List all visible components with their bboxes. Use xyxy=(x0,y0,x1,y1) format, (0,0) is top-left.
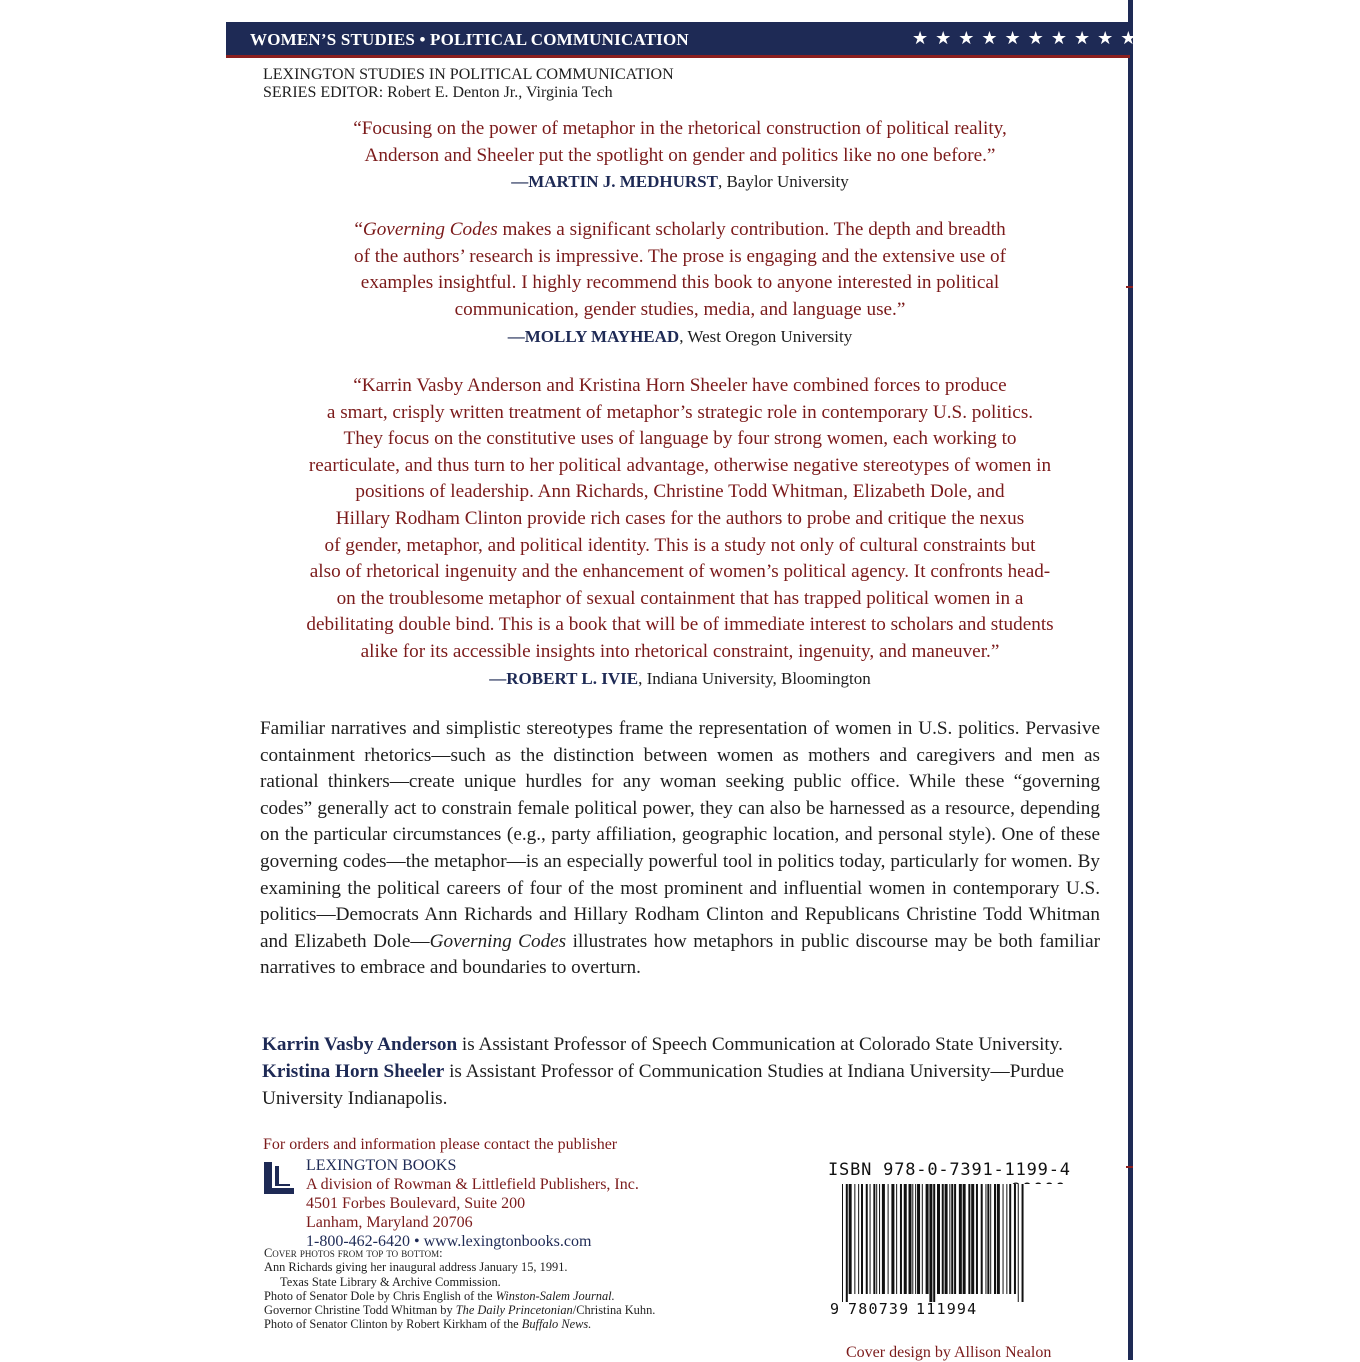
barcode-bar xyxy=(922,1184,923,1294)
credits-heading: Cover photos from top to bottom: xyxy=(264,1246,443,1260)
orders-heading: For orders and information please contact the publisher xyxy=(263,1136,618,1153)
photo-credits xyxy=(264,1246,655,1332)
barcode-bar xyxy=(891,1184,894,1294)
publisher-info xyxy=(306,1156,639,1251)
author-bio xyxy=(262,1058,1102,1112)
barcode-bar xyxy=(1003,1184,1004,1294)
top-banner xyxy=(226,22,1236,58)
ean-first-digit: 9 xyxy=(830,1300,840,1318)
barcode-bar xyxy=(861,1184,863,1294)
isbn-label: ISBN 978-0-7391-1199-4 xyxy=(828,1160,1071,1180)
barcode-bar xyxy=(990,1184,991,1294)
endorser-affiliation: , Indiana University, Bloomington xyxy=(638,669,871,688)
credit-text: /Christina Kuhn. xyxy=(572,1303,656,1318)
barcode-bar xyxy=(842,1184,843,1302)
barcode-bar xyxy=(917,1184,920,1294)
barcode-bar xyxy=(942,1184,944,1294)
ean-right-digits: 111994 xyxy=(916,1300,978,1318)
quote-line: “Governing Codes makes a significant scholarly contribution. The depth and breadth xyxy=(354,219,1006,240)
book-title: Governing Codes xyxy=(362,219,498,240)
credit-text: Photo of Senator Clinton by Robert Kirkham of the xyxy=(264,1317,522,1332)
barcode-bar xyxy=(963,1184,966,1294)
quote-line: Hillary Rodham Clinton provide rich cases for the authors to probe and critique the nexus xyxy=(335,507,1025,529)
barcode-bar xyxy=(846,1184,848,1302)
endorser-affiliation: , Baylor University xyxy=(717,172,849,191)
barcode-bar xyxy=(876,1184,877,1294)
quote-line: They focus on the constitutive uses of language by four strong women, each working to xyxy=(343,428,1017,450)
series-name: LEXINGTON STUDIES IN POLITICAL COMMUNICATION xyxy=(263,66,674,83)
barcode-bar xyxy=(873,1184,875,1294)
description-text: illustrates how metaphors in public discourse may be both familiar narratives to embrace and boundaries to overturn. xyxy=(260,930,1100,979)
barcode-bar xyxy=(937,1184,940,1294)
barcode-bar xyxy=(896,1184,897,1294)
quote-line: of the authors’ research is impressive. The prose is engaging and the extensive use of xyxy=(354,245,1006,267)
credit-text: Photo of Senator Dole by Chris English of the xyxy=(264,1288,496,1303)
author-bio-text: is Assistant Professor of Communication Studies at Indiana University—Purdue University Indianapolis. xyxy=(262,1061,1065,1109)
publisher-division: A division of Rowman & Littlefield Publishers, Inc. xyxy=(306,1176,639,1193)
quote-line: “Karrin Vasby Anderson and Kristina Horn Sheeler have combined forces to produce xyxy=(353,375,1007,396)
credit-line: Ann Richards giving her inaugural address January 15, 1991. xyxy=(264,1260,568,1275)
barcode-bar xyxy=(1018,1184,1019,1302)
barcode-bar xyxy=(981,1184,983,1294)
barcode-bar xyxy=(951,1184,953,1294)
cover-design-credit: Cover design by Allison Nealon xyxy=(846,1344,1052,1361)
barcode-bar xyxy=(994,1184,996,1294)
barcode-bar xyxy=(929,1184,932,1302)
description-paragraph xyxy=(260,716,1100,982)
quote-line: communication, gender studies, media, and language use.” xyxy=(454,298,906,320)
barcode-bar xyxy=(909,1184,912,1294)
series-info xyxy=(263,66,674,102)
book-description xyxy=(260,716,1100,982)
quote-line: positions of leadership. Ann Richards, Christine Todd Whitman, Elizabeth Dole, and xyxy=(355,481,1005,503)
spine-mark xyxy=(1126,1166,1133,1168)
publisher-street: 4501 Forbes Boulevard, Suite 200 xyxy=(306,1195,526,1212)
barcode-bar xyxy=(888,1184,889,1294)
barcode-bar xyxy=(949,1184,950,1294)
author-name: Karrin Vasby Anderson xyxy=(262,1034,458,1055)
credit-line xyxy=(264,1317,655,1331)
author-bios xyxy=(262,1031,1102,1112)
barcode-bar xyxy=(912,1184,913,1294)
quote-attribution xyxy=(260,669,1100,689)
quote-attribution xyxy=(260,172,1100,192)
quote-line: also of rhetorical ingenuity and the enhancement of women’s political agency. It confronts head- xyxy=(309,561,1051,583)
barcode-bar xyxy=(849,1184,852,1294)
barcode-bar xyxy=(915,1184,916,1294)
barcode-bar xyxy=(976,1184,978,1294)
barcode-bar xyxy=(1014,1184,1016,1294)
quote-line: a smart, crisply written treatment of metaphor’s strategic role in contemporary U.S. politics. xyxy=(326,401,1034,423)
barcode-bar xyxy=(945,1184,948,1294)
quote-line: rearticulate, and thus turn to her political advantage, otherwise negative stereotypes of women in xyxy=(308,454,1052,476)
barcode-bar xyxy=(933,1184,935,1302)
endorser-name: —MOLLY MAYHEAD xyxy=(507,327,680,346)
credit-line: Texas State Library & Archive Commission. xyxy=(280,1274,501,1289)
book-title: Governing Codes xyxy=(429,930,567,952)
barcode-bar xyxy=(904,1184,907,1294)
credit-text: Governor Christine Todd Whitman by xyxy=(264,1303,456,1318)
series-editor: SERIES EDITOR: Robert E. Denton Jr., Virginia Tech xyxy=(263,84,613,101)
endorser-name: —MARTIN J. MEDHURST xyxy=(511,172,718,191)
lexington-books-logo xyxy=(262,1160,296,1196)
publisher-name: LEXINGTON BOOKS xyxy=(306,1157,457,1174)
quote-line: Anderson and Sheeler put the spotlight on gender and politics like no one before.” xyxy=(364,144,996,166)
barcode-bar xyxy=(968,1184,970,1294)
quote-attribution xyxy=(260,327,1100,347)
barcode-bar xyxy=(858,1184,859,1294)
spine-edge xyxy=(1128,0,1133,1360)
barcode-bar xyxy=(1006,1184,1007,1294)
endorsement-quote xyxy=(260,217,1100,323)
quote-line: alike for its accessible insights into rhetorical constraint, ingenuity, and maneuver.” xyxy=(360,640,1000,662)
spine-mark xyxy=(1126,286,1133,288)
barcode-bar xyxy=(1022,1184,1024,1302)
endorser-affiliation: , West Oregon University xyxy=(679,327,853,346)
barcode-bar xyxy=(954,1184,956,1294)
publication-name: The Daily Princetonian xyxy=(455,1303,573,1318)
author-name: Kristina Horn Sheeler xyxy=(262,1061,445,1082)
barcode-bar xyxy=(900,1184,902,1294)
quote-line: on the troublesome metaphor of sexual containment that has trapped political women in a xyxy=(336,587,1024,609)
description-text: Familiar narratives and simplistic stereotypes frame the representation of women in U.S. politics. Pervasive containment rhetorics—such as the distinction between women as mothers and caregivers and men as rational thinkers—create unique hurdles for any woman seeking public office. While these “governing codes” generally act to constrain female political power, they can also be harnessed as a resource, depending on the particular circumstances (e.g., party affiliation, geographic location, and personal style). One of these governing codes—the metaphor—is an especially powerful tool in politics today, particularly for women. By examining the political careers of four of the most prominent and influential women in contemporary U.S. politics—Democrats Ann Richards and Hillary Rodham Clinton and Republicans Christine Todd Whitman and Elizabeth Dole— xyxy=(260,718,1100,952)
author-bio-text: is Assistant Professor of Speech Communication at Colorado State University. xyxy=(457,1034,1063,1055)
barcode-bar xyxy=(882,1184,885,1294)
endorser-name: —ROBERT L. IVIE xyxy=(489,669,639,688)
barcode-bar xyxy=(879,1184,880,1294)
endorsement-quote xyxy=(260,116,1100,169)
credit-line xyxy=(264,1289,655,1303)
credit-line xyxy=(264,1303,655,1317)
subject-categories: WOMEN’S STUDIES • POLITICAL COMMUNICATION xyxy=(250,30,689,49)
stars-decoration: ★★★★★★★★★★★★★★ xyxy=(912,28,1236,48)
barcode-bar xyxy=(997,1184,1000,1294)
barcode-bar xyxy=(971,1184,974,1294)
barcode-bar xyxy=(959,1184,962,1294)
barcode-bar xyxy=(985,1184,986,1294)
isbn-barcode xyxy=(828,1184,1082,1318)
quote-line: debilitating double bind. This is a book that will be of immediate interest to scholars and students xyxy=(306,614,1054,636)
ean-left-digits: 780739 xyxy=(848,1300,910,1318)
barcode-bar xyxy=(1009,1184,1011,1294)
barcode-bar xyxy=(854,1184,855,1294)
endorsement-quote xyxy=(260,373,1100,666)
author-bio xyxy=(262,1031,1102,1058)
barcode-bar xyxy=(870,1184,871,1294)
publication-name: Buffalo News. xyxy=(521,1317,592,1332)
quote-line: of gender, metaphor, and political identity. This is a study not only of cultural constraints but xyxy=(324,534,1036,556)
publication-name: Winston-Salem Journal. xyxy=(495,1288,615,1303)
quote-line: examples insightful. I highly recommend this book to anyone interested in political xyxy=(360,272,1000,294)
barcode-bar xyxy=(926,1184,929,1294)
barcode-bar xyxy=(866,1184,868,1294)
quote-line: “Focusing on the power of metaphor in the rhetorical construction of political reality, xyxy=(353,118,1007,139)
publisher-contact: 1-800-462-6420 • www.lexingtonbooks.com xyxy=(306,1233,592,1250)
barcode-bar xyxy=(987,1184,989,1294)
publisher-city: Lanham, Maryland 20706 xyxy=(306,1214,473,1231)
